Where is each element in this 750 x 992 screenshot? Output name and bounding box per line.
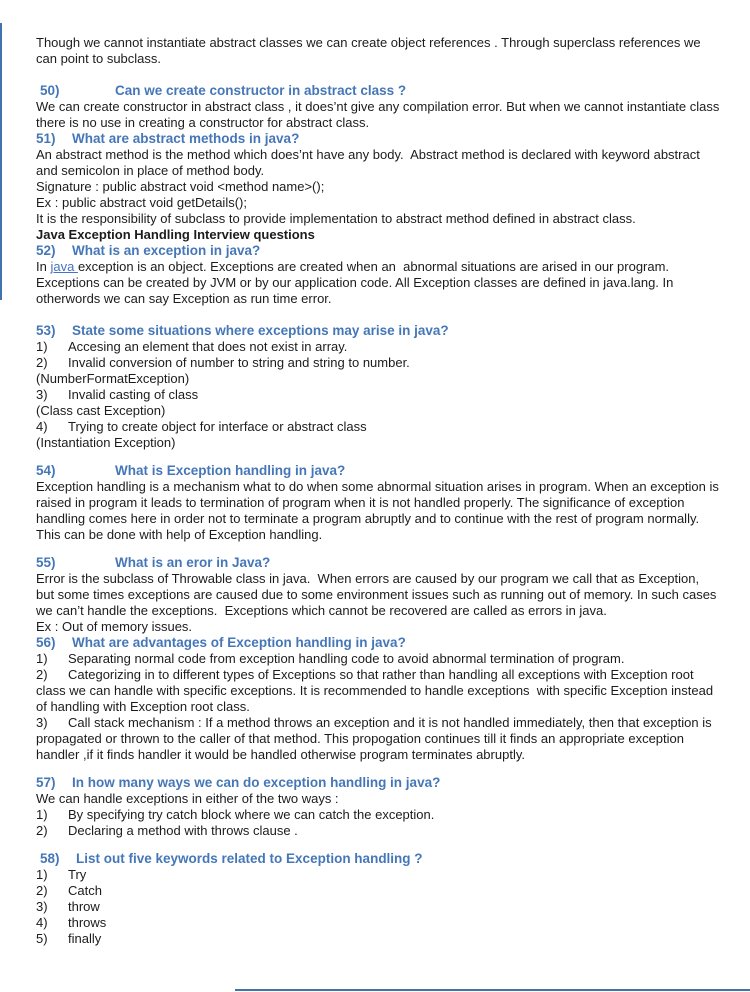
question-number: 55) (36, 555, 56, 570)
list-item (36, 807, 720, 823)
paragraph: Signature : public abstract void <method name>(); (36, 179, 325, 194)
question-number: 56) (36, 635, 56, 650)
paragraph: We can handle exceptions in either of the two ways : (36, 791, 339, 806)
list-item-text: Try (68, 867, 87, 882)
question-heading (36, 851, 720, 867)
question-title: What is an exception in java? (72, 243, 261, 258)
question-number: 52) (36, 243, 56, 258)
list-item (36, 931, 720, 947)
paragraph-text: exception is an object. Exceptions are created when an abnormal situations are arised in our program. Exceptions can be created by JVM or by our application code. All Exception classes are defined in java.lang. In otherwords we can say Exception as run time error. (36, 259, 677, 306)
list-item (36, 419, 720, 435)
paragraph: Ex : public abstract void getDetails(); (36, 195, 247, 210)
list-item (36, 867, 720, 883)
paragraph: (Class cast Exception) (36, 403, 166, 418)
question-title: Can we create constructor in abstract class ? (115, 83, 407, 98)
paragraph: Though we cannot instantiate abstract classes we can create object references . Through superclass references we can point to subclass. (36, 35, 705, 66)
paragraph: (NumberFormatException) (36, 371, 190, 386)
list-item-number: 3) (36, 899, 48, 914)
paragraph: It is the responsibility of subclass to provide implementation to abstract method defined in abstract class. (36, 211, 636, 226)
left-edge-line (0, 23, 2, 300)
question-heading (36, 555, 720, 571)
spacer (36, 451, 720, 463)
list-item-number: 4) (36, 419, 48, 434)
list-item-number: 1) (36, 339, 48, 354)
question-number: 51) (36, 131, 56, 146)
java-link[interactable]: java (50, 259, 78, 274)
question-number: 53) (36, 323, 56, 338)
paragraph: Error is the subclass of Throwable class in java. When errors are caused by our program we call that as Exception, but some times exceptions are caused due to some environment issues such as running out of memory. In such cases we can’t handle the exceptions. Exceptions which cannot be recovered are called as errors in java. (36, 571, 721, 618)
list-item-text: Accesing an element that does not exist in array. (68, 339, 348, 354)
paragraph (36, 259, 720, 307)
paragraph: Exception handling is a mechanism what to do when some abnormal situation arises in program. When an exception is raised in program it leads to termination of program when it is not handled properly. The significance of exception handling comes here in order not to terminate a program abruptly and to continue with the rest of program normally. This can be done with help of Exception handling. (36, 479, 723, 542)
spacer (36, 763, 720, 775)
section-heading: Java Exception Handling Interview questions (36, 227, 315, 242)
list-item-number: 1) (36, 807, 48, 822)
spacer (36, 839, 720, 851)
list-item-number: 1) (36, 651, 48, 666)
question-title: What is Exception handling in java? (115, 463, 346, 478)
paragraph: We can create constructor in abstract class , it does’nt give any compilation error. But when we cannot instantiate class there is no use in creating a constructor for abstract class. (36, 99, 723, 130)
question-heading (36, 243, 720, 259)
list-item (36, 651, 720, 667)
question-heading (36, 323, 720, 339)
spacer (36, 307, 720, 323)
spacer (36, 543, 720, 555)
paragraph: (Instantiation Exception) (36, 435, 176, 450)
list-item-text: Separating normal code from exception handling code to avoid abnormal termination of program. (68, 651, 625, 666)
paragraph: Ex : Out of memory issues. (36, 619, 193, 634)
bottom-edge-line (235, 989, 750, 991)
question-title: What are abstract methods in java? (72, 131, 300, 146)
question-title: State some situations where exceptions may arise in java? (72, 323, 449, 338)
question-heading (36, 635, 720, 651)
list-item (36, 883, 720, 899)
list-item-number: 3) (36, 387, 48, 402)
list-item-number: 2) (36, 883, 48, 898)
question-heading (36, 775, 720, 791)
question-heading (36, 463, 720, 479)
list-item (36, 915, 720, 931)
question-number: 57) (36, 775, 56, 790)
question-title: In how many ways we can do exception handling in java? (72, 775, 441, 790)
list-item (36, 899, 720, 915)
question-number: 54) (36, 463, 56, 478)
list-item-text: Invalid conversion of number to string and string to number. (68, 355, 410, 370)
list-item-number: 2) (36, 355, 48, 370)
list-item-number: 2) (36, 823, 48, 838)
list-item-text: Call stack mechanism : If a method throws an exception and it is not handled immediately, then that exception is propagated or thrown to the caller of that method. This propogation continues till it finds an appropriate exception handler ,if it finds handler it would be handled otherwise program terminates abruptly. (36, 715, 716, 762)
list-item-number: 5) (36, 931, 48, 946)
list-item-number: 3) (36, 715, 48, 730)
list-item-text: Catch (68, 883, 102, 898)
question-title: What are advantages of Exception handling in java? (72, 635, 406, 650)
list-item (36, 823, 720, 839)
paragraph-text: In (36, 259, 51, 274)
list-item-number: 1) (36, 867, 48, 882)
list-item (36, 355, 720, 371)
question-title: List out five keywords related to Exception handling ? (76, 851, 423, 866)
list-item-text: Categorizing in to different types of Exceptions so that rather than handling all exceptions with Exception root class we can handle with specific exceptions. It is recommended to handle exceptions with specific Exception instead of handling with Exception root class. (36, 667, 717, 714)
list-item-number: 2) (36, 667, 48, 682)
list-item (36, 387, 720, 403)
list-item-text: Invalid casting of class (68, 387, 199, 402)
question-heading (36, 83, 720, 99)
list-item-text: finally (68, 931, 102, 946)
list-item (36, 715, 720, 763)
question-title: What is an eror in Java? (115, 555, 271, 570)
list-item-text: throw (68, 899, 100, 914)
spacer (36, 67, 720, 83)
list-item-text: By specifying try catch block where we can catch the exception. (68, 807, 435, 822)
list-item-text: Trying to create object for interface or abstract class (68, 419, 367, 434)
question-number: 50) (40, 83, 60, 98)
paragraph: An abstract method is the method which does’nt have any body. Abstract method is declared with keyword abstract and semicolon in place of method body. (36, 147, 704, 178)
list-item-text: throws (68, 915, 107, 930)
list-item-number: 4) (36, 915, 48, 930)
list-item (36, 667, 720, 715)
question-number: 58) (40, 851, 60, 866)
question-heading (36, 131, 720, 147)
list-item-text: Declaring a method with throws clause . (68, 823, 298, 838)
list-item (36, 339, 720, 355)
